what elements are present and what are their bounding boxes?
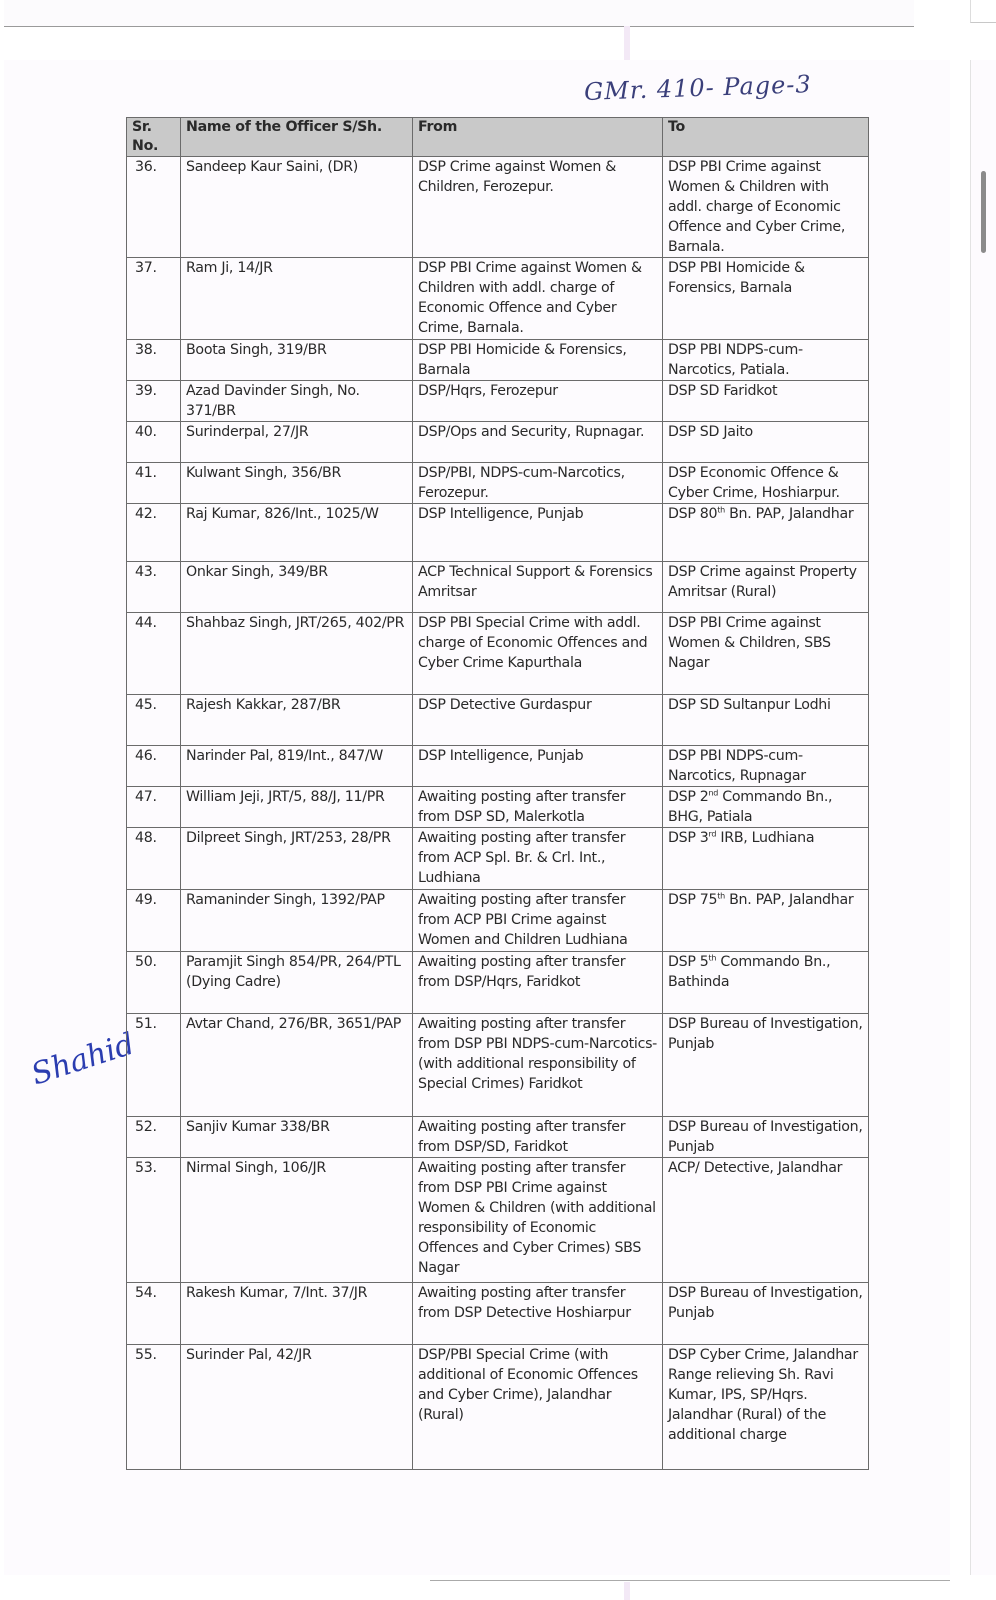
cell-officer-name [181, 1117, 413, 1158]
officer-name: Azad Davinder Singh, No. 371/BR [186, 383, 360, 419]
officer-name: Onkar Singh, 349/BR [186, 564, 328, 580]
table-row [127, 695, 869, 746]
cell-sr-no: 51. [127, 1014, 181, 1117]
officer-name: Boota Singh, 319/BR [186, 342, 327, 358]
cell-sr-no: 52. [127, 1117, 181, 1158]
table-row [127, 1117, 869, 1158]
cell-to: DSP SD Jaito [663, 422, 869, 463]
cell-sr-no: 42. [127, 504, 181, 562]
cell-to [663, 828, 869, 890]
cell-to: DSP SD Sultanpur Lodhi [663, 695, 869, 746]
officer-name: Nirmal Singh, 106/JR [186, 1160, 326, 1176]
cell-from: DSP/Ops and Security, Rupnagar. [413, 422, 663, 463]
cell-from: Awaiting posting after transfer from DSP/Hqrs, Faridkot [413, 952, 663, 1014]
table-row [127, 890, 869, 952]
transfer-table [126, 117, 869, 1470]
officer-name: William Jeji, JRT/5, 88/J, 11/PR [186, 789, 385, 805]
table-row [127, 1014, 869, 1117]
table-row [127, 157, 869, 258]
header-from: From [413, 118, 663, 157]
officer-note: (Dying Cadre) [186, 974, 281, 990]
table-row [127, 562, 869, 613]
cell-sr-no: 44. [127, 613, 181, 695]
cell-to: DSP Cyber Crime, Jalandhar Range relieving Sh. Ravi Kumar, IPS, SP/Hqrs. Jalandhar (Rural) of the additional charge [663, 1345, 869, 1470]
cell-from: Awaiting posting after transfer from DSP PBI NDPS-cum-Narcotics- (with additional responsibility of Special Crimes) Faridkot [413, 1014, 663, 1117]
adjacent-page [970, 60, 996, 1575]
cell-sr-no: 39. [127, 381, 181, 422]
cell-sr-no: 46. [127, 746, 181, 787]
officer-name: Avtar Chand, 276/BR, 3651/PAP [186, 1016, 402, 1032]
cell-to: ACP/ Detective, Jalandhar [663, 1158, 869, 1283]
officer-name: Ram Ji, 14/JR [186, 260, 273, 276]
cell-sr-no: 47. [127, 787, 181, 828]
cell-from: DSP Detective Gurdaspur [413, 695, 663, 746]
cell-to: DSP Bureau of Investigation, Punjab [663, 1283, 869, 1345]
cell-sr-no: 36. [127, 157, 181, 258]
officer-name: Sandeep Kaur Saini, (DR) [186, 159, 359, 175]
officer-name: Paramjit Singh 854/PR, 264/PTL [186, 954, 401, 970]
cell-sr-no: 40. [127, 422, 181, 463]
table-row [127, 422, 869, 463]
cell-to: DSP PBI NDPS-cum-Narcotics, Patiala. [663, 340, 869, 381]
cell-from: DSP Crime against Women & Children, Ferozepur. [413, 157, 663, 258]
to-text: DSP 5 [668, 954, 709, 970]
cell-officer-name [181, 381, 413, 422]
cell-sr-no: 49. [127, 890, 181, 952]
officer-name: Rajesh Kakkar, 287/BR [186, 697, 341, 713]
cell-officer-name [181, 695, 413, 746]
cell-from: Awaiting posting after transfer from DSP/SD, Faridkot [413, 1117, 663, 1158]
table-row [127, 746, 869, 787]
officer-name: Rakesh Kumar, 7/Int. 37/JR [186, 1285, 368, 1301]
ordinal-suffix: th [717, 505, 725, 515]
cell-to: DSP Crime against Property Amritsar (Rural) [663, 562, 869, 613]
to-text: Commando Bn., BHG, Patiala [668, 789, 833, 825]
cell-to: DSP SD Faridkot [663, 381, 869, 422]
cell-officer-name [181, 613, 413, 695]
cell-from: DSP PBI Crime against Women & Children with addl. charge of Economic Offence and Cyber Crime, Barnala. [413, 258, 663, 340]
cell-officer-name [181, 1014, 413, 1117]
cell-officer-name [181, 422, 413, 463]
table-row [127, 1283, 869, 1345]
table-row [127, 952, 869, 1014]
officer-name: Sanjiv Kumar 338/BR [186, 1119, 330, 1135]
to-text: Commando Bn., Bathinda [668, 954, 831, 990]
cell-from: DSP/PBI, NDPS-cum-Narcotics, Ferozepur. [413, 463, 663, 504]
cell-officer-name [181, 952, 413, 1014]
cell-to: DSP Economic Offence & Cyber Crime, Hoshiarpur. [663, 463, 869, 504]
to-text: IRB, Ludhiana [716, 830, 815, 846]
cell-to: DSP PBI Crime against Women & Children, SBS Nagar [663, 613, 869, 695]
officer-name: Surinder Pal, 42/JR [186, 1347, 312, 1363]
cell-sr-no: 55. [127, 1345, 181, 1470]
cell-from: DSP Intelligence, Punjab [413, 504, 663, 562]
cell-officer-name [181, 340, 413, 381]
cell-from: Awaiting posting after transfer from DSP Detective Hoshiarpur [413, 1283, 663, 1345]
table-row [127, 340, 869, 381]
ordinal-suffix: th [708, 953, 717, 963]
cell-sr-no: 45. [127, 695, 181, 746]
to-text: DSP 75 [668, 892, 718, 908]
handwritten-signature: Shahid [27, 1026, 139, 1093]
cell-to: DSP Bureau of Investigation, Punjab [663, 1117, 869, 1158]
cell-to [663, 890, 869, 952]
cell-officer-name [181, 157, 413, 258]
ordinal-suffix: rd [708, 829, 717, 839]
cell-from: DSP Intelligence, Punjab [413, 746, 663, 787]
cell-sr-no: 53. [127, 1158, 181, 1283]
officer-name: Ramaninder Singh, 1392/PAP [186, 892, 385, 908]
cell-to: DSP PBI Homicide & Forensics, Barnala [663, 258, 869, 340]
ordinal-suffix: th [717, 891, 725, 901]
cell-officer-name [181, 562, 413, 613]
table-row [127, 1158, 869, 1283]
cell-officer-name [181, 1345, 413, 1470]
cell-to: DSP Bureau of Investigation, Punjab [663, 1014, 869, 1117]
to-text: Bn. PAP, Jalandhar [724, 506, 854, 522]
officer-name: Raj Kumar, 826/Int., 1025/W [186, 506, 379, 522]
officer-name: Surinderpal, 27/JR [186, 424, 309, 440]
cell-officer-name [181, 258, 413, 340]
cell-from: ACP Technical Support & Forensics Amritsar [413, 562, 663, 613]
cell-to: DSP PBI NDPS-cum-Narcotics, Rupnagar [663, 746, 869, 787]
cell-from: DSP/Hqrs, Ferozepur [413, 381, 663, 422]
cell-officer-name [181, 504, 413, 562]
table-row [127, 1345, 869, 1470]
header-to: To [663, 118, 869, 157]
table-row [127, 504, 869, 562]
page-gap-marker-bottom [624, 1582, 630, 1600]
previous-page-edge [4, 0, 914, 27]
adjacent-page-edge [970, 0, 996, 23]
cell-sr-no: 43. [127, 562, 181, 613]
officer-name: Kulwant Singh, 356/BR [186, 465, 341, 481]
cell-to: DSP PBI Crime against Women & Children with addl. charge of Economic Offence and Cyber Crime, Barnala. [663, 157, 869, 258]
table-row [127, 787, 869, 828]
cell-sr-no: 54. [127, 1283, 181, 1345]
page-gap-marker [624, 26, 630, 60]
to-text: DSP 2 [668, 789, 709, 805]
officer-name: Narinder Pal, 819/Int., 847/W [186, 748, 384, 764]
cell-from: DSP PBI Special Crime with addl. charge of Economic Offences and Cyber Crime Kapurthala [413, 613, 663, 695]
cell-sr-no: 38. [127, 340, 181, 381]
cell-officer-name [181, 463, 413, 504]
cell-officer-name [181, 890, 413, 952]
cell-from: Awaiting posting after transfer from DSP PBI Crime against Women & Children (with additional responsibility of Economic Offences and Cyber Crimes) SBS Nagar [413, 1158, 663, 1283]
cell-from: Awaiting posting after transfer from ACP Spl. Br. & Crl. Int., Ludhiana [413, 828, 663, 890]
cell-sr-no: 48. [127, 828, 181, 890]
cell-to [663, 952, 869, 1014]
cell-officer-name [181, 1158, 413, 1283]
table-row [127, 381, 869, 422]
cell-to [663, 787, 869, 828]
next-page-edge [430, 1580, 950, 1581]
table-row [127, 463, 869, 504]
cell-sr-no: 41. [127, 463, 181, 504]
cell-to [663, 504, 869, 562]
cell-officer-name [181, 746, 413, 787]
cell-officer-name [181, 787, 413, 828]
handwritten-page-reference: GMr. 410- Page-3 [583, 70, 813, 106]
cell-officer-name [181, 1283, 413, 1345]
table-row [127, 613, 869, 695]
scrollbar-thumb[interactable] [981, 171, 986, 253]
cell-officer-name [181, 828, 413, 890]
cell-from: DSP/PBI Special Crime (with additional of Economic Offences and Cyber Crime), Jalandhar (Rural) [413, 1345, 663, 1470]
table-row [127, 828, 869, 890]
ordinal-suffix: nd [708, 788, 719, 798]
table-row [127, 258, 869, 340]
header-sr-no: Sr. No. [127, 118, 181, 157]
header-officer-name: Name of the Officer S/Sh. [181, 118, 413, 157]
cell-from: Awaiting posting after transfer from DSP SD, Malerkotla [413, 787, 663, 828]
cell-from: DSP PBI Homicide & Forensics, Barnala [413, 340, 663, 381]
cell-sr-no: 50. [127, 952, 181, 1014]
to-text: DSP 3 [668, 830, 709, 846]
officer-name: Shahbaz Singh, JRT/265, 402/PR [186, 615, 405, 631]
officer-name: Dilpreet Singh, JRT/253, 28/PR [186, 830, 391, 846]
cell-sr-no: 37. [127, 258, 181, 340]
to-text: Bn. PAP, Jalandhar [724, 892, 854, 908]
table-header-row [127, 118, 869, 157]
cell-from: Awaiting posting after transfer from ACP PBI Crime against Women and Children Ludhiana [413, 890, 663, 952]
to-text: DSP 80 [668, 506, 718, 522]
